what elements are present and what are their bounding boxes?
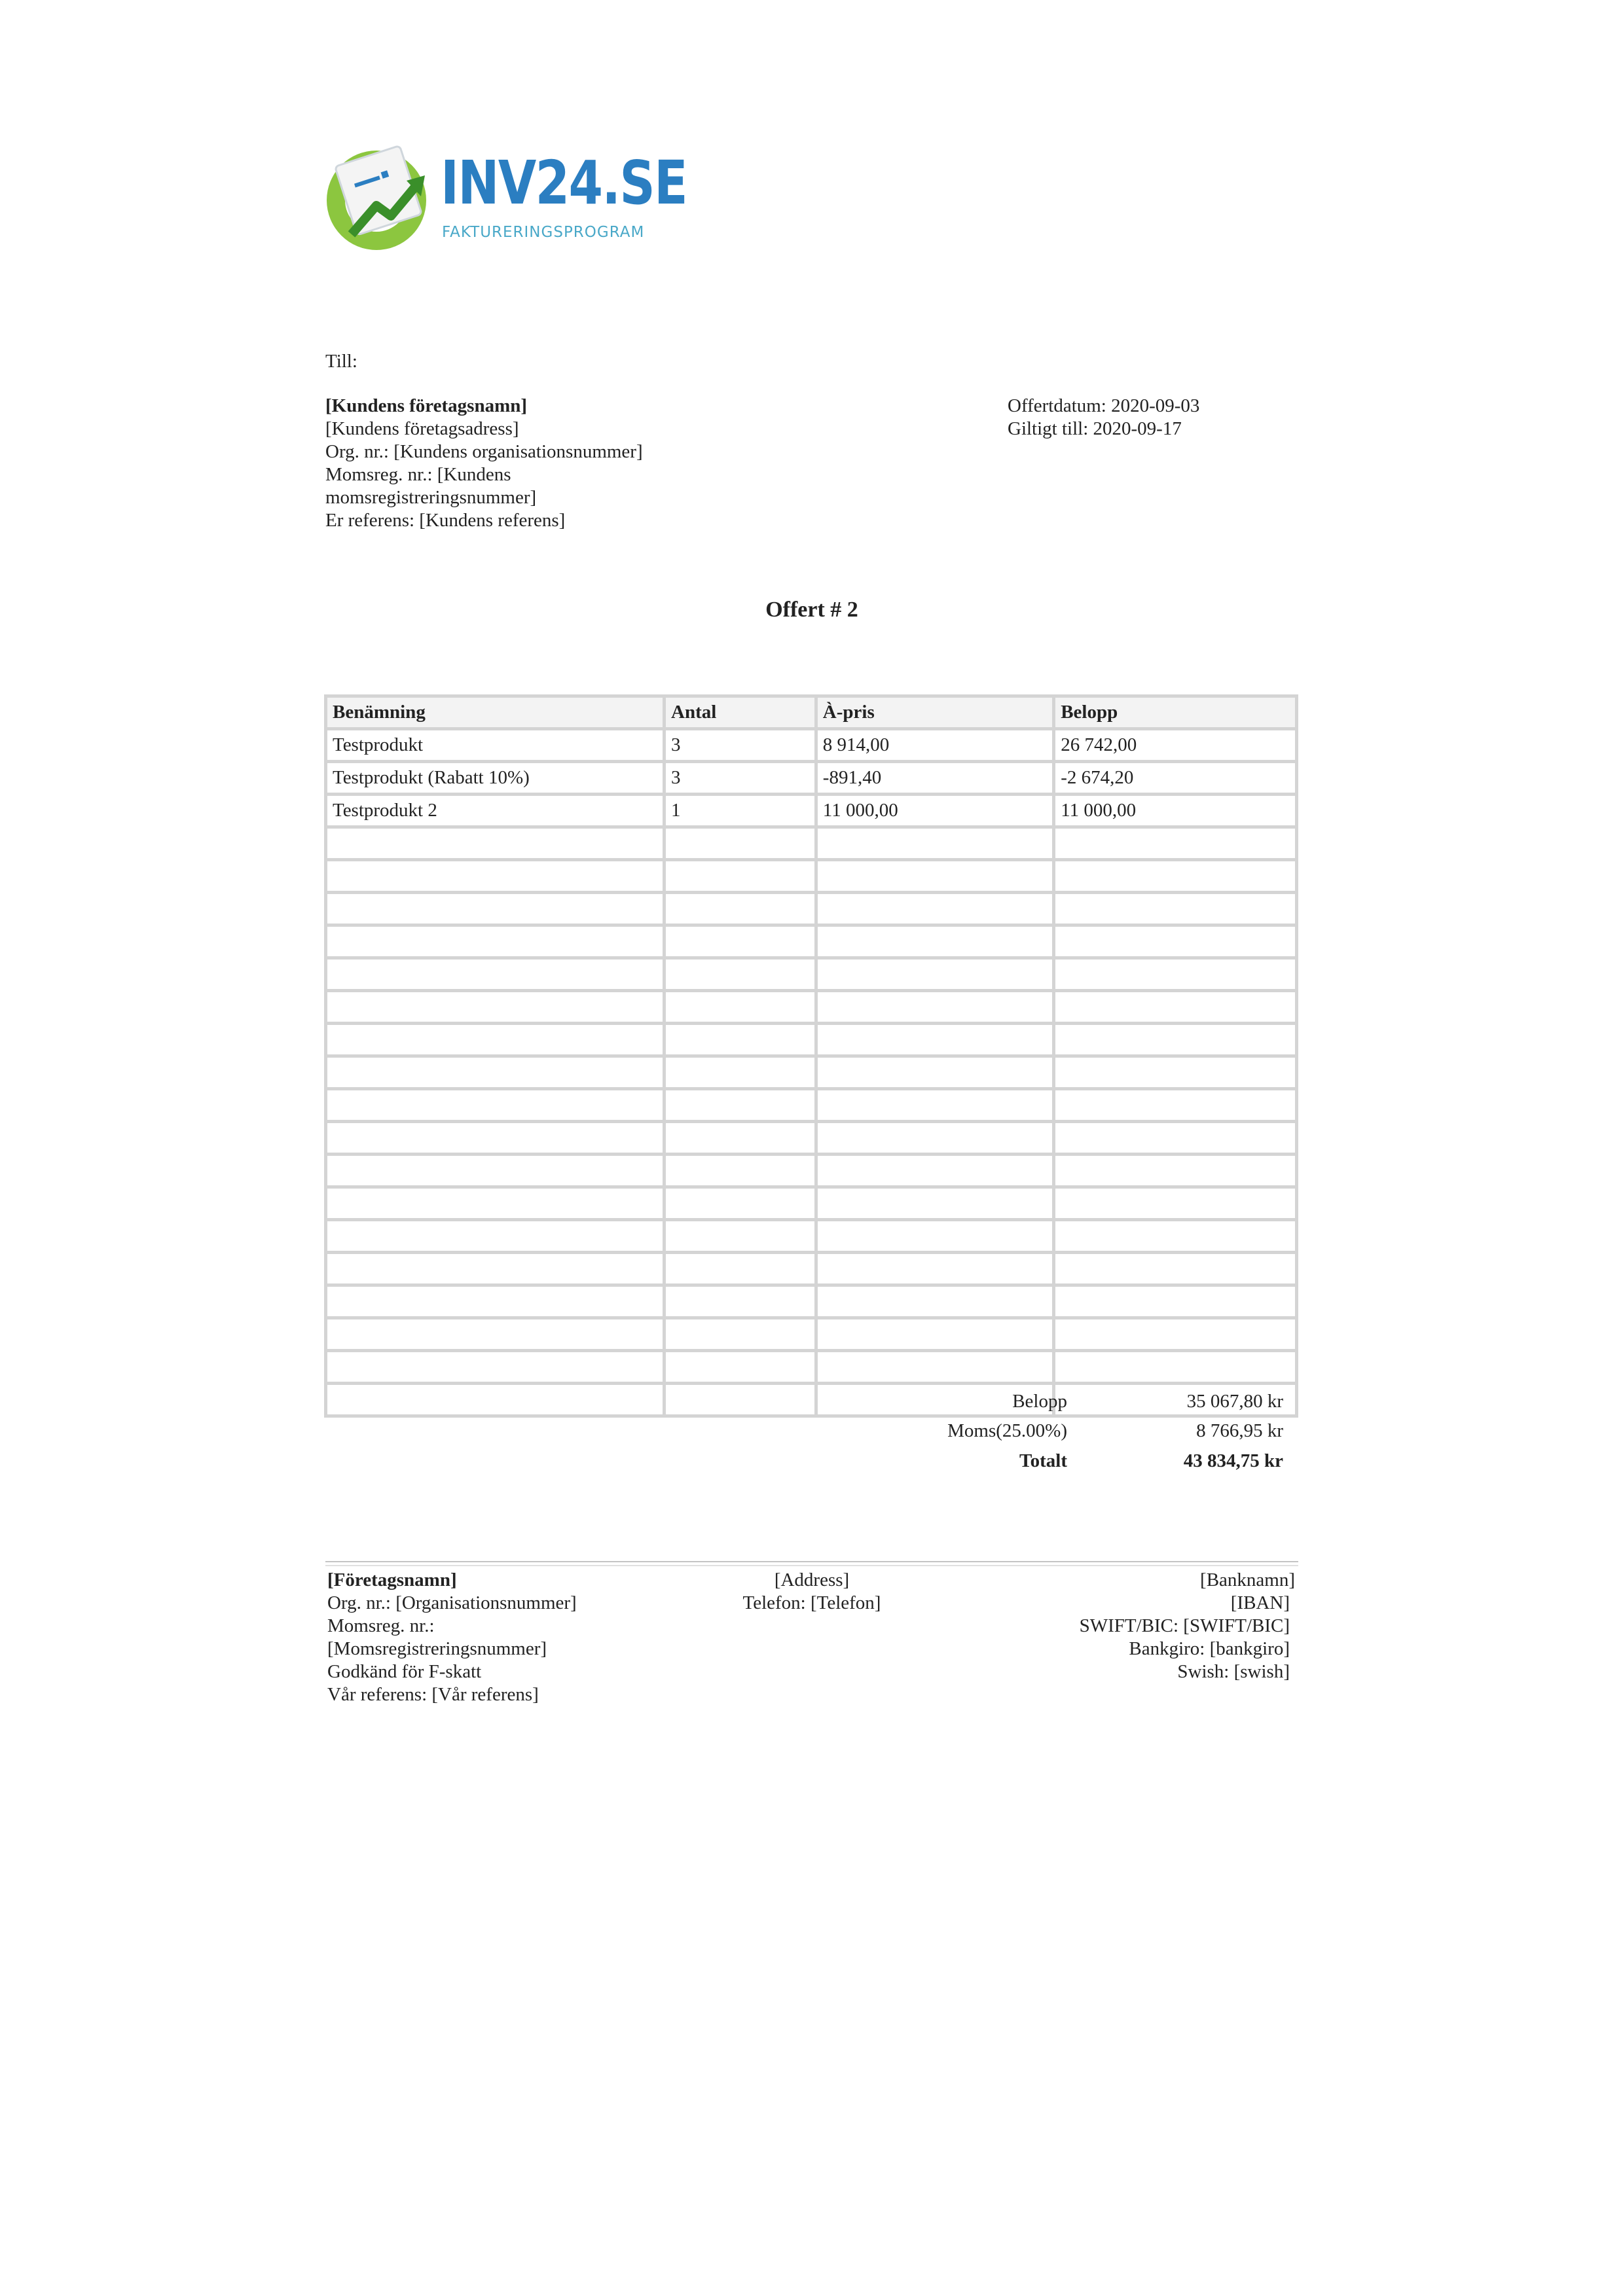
footer-vat-line1: Momsreg. nr.:	[327, 1615, 435, 1636]
table-row	[327, 1221, 1295, 1251]
cell-quantity	[666, 1385, 814, 1414]
cell-unit-price	[818, 1221, 1052, 1251]
cell-description	[327, 861, 663, 891]
table-row	[327, 960, 1295, 989]
brand-name: INV24.SE	[441, 148, 687, 218]
cell-description	[327, 1319, 663, 1349]
cell-amount	[1055, 861, 1295, 891]
cell-amount	[1055, 1221, 1295, 1251]
cell-unit-price	[818, 894, 1052, 924]
cell-unit-price	[818, 861, 1052, 891]
table-row	[327, 1352, 1295, 1382]
cell-description	[327, 1254, 663, 1283]
footer-bank: [Banknamn]	[1200, 1570, 1295, 1590]
table-row	[327, 730, 1295, 760]
cell-description	[327, 1025, 663, 1054]
total-value: 43 834,75 kr	[1183, 1450, 1283, 1471]
cell-unit-price	[818, 829, 1052, 858]
cell-description	[327, 894, 663, 924]
footer-address: [Address]	[774, 1570, 850, 1590]
cell-quantity	[666, 1156, 814, 1185]
column-header-unit-price: À-pris	[818, 698, 1052, 727]
footer-company: [Företagsnamn]	[327, 1570, 457, 1590]
cell-description	[327, 992, 663, 1022]
cell-description	[327, 1221, 663, 1251]
table-row	[327, 861, 1295, 891]
recipient-vat-line2: momsregistreringsnummer]	[325, 487, 537, 508]
cell-amount	[1055, 1090, 1295, 1120]
column-header-quantity: Antal	[666, 698, 814, 727]
cell-quantity	[666, 1254, 814, 1283]
cell-description	[327, 1287, 663, 1316]
cell-quantity	[666, 1319, 814, 1349]
cell-amount	[1055, 1189, 1295, 1218]
cell-amount	[1055, 1025, 1295, 1054]
cell-quantity	[666, 1025, 814, 1054]
cell-quantity	[666, 829, 814, 858]
cell-unit-price	[818, 960, 1052, 989]
cell-unit-price	[818, 1352, 1052, 1382]
offer-date: Offertdatum: 2020-09-03	[1008, 395, 1200, 416]
cell-unit-price	[818, 1025, 1052, 1054]
cell-description: Testprodukt 2	[327, 796, 663, 825]
cell-description	[327, 1189, 663, 1218]
footer-phone: Telefon: [Telefon]	[742, 1592, 881, 1613]
footer-vat-line2: [Momsregistreringsnummer]	[327, 1638, 547, 1659]
cell-amount	[1055, 1287, 1295, 1316]
page-title: Offert # 2	[765, 598, 858, 622]
cell-quantity	[666, 1221, 814, 1251]
cell-amount: 26 742,00	[1055, 730, 1295, 760]
footer-divider	[325, 1561, 1298, 1562]
footer-divider-secondary	[325, 1565, 1298, 1566]
table-row	[327, 829, 1295, 858]
table-row	[327, 894, 1295, 924]
cell-quantity	[666, 1090, 814, 1120]
cell-quantity	[666, 992, 814, 1022]
cell-quantity	[666, 960, 814, 989]
cell-description	[327, 1123, 663, 1153]
cell-quantity	[666, 1189, 814, 1218]
recipient-vat-line1: Momsreg. nr.: [Kundens	[325, 464, 511, 485]
items-table	[324, 694, 1298, 1384]
table-row	[327, 927, 1295, 956]
cell-unit-price: -891,40	[818, 763, 1052, 793]
footer-swift: SWIFT/BIC: [SWIFT/BIC]	[1079, 1615, 1290, 1636]
cell-description	[327, 829, 663, 858]
net-amount-label: Belopp	[1012, 1391, 1067, 1412]
table-row	[327, 1123, 1295, 1153]
vat-value: 8 766,95 kr	[1196, 1420, 1283, 1441]
footer-bankgiro: Bankgiro: [bankgiro]	[1129, 1638, 1290, 1659]
vat-label: Moms(25.00%)	[947, 1420, 1067, 1441]
brand-tagline: FAKTURERINGSPROGRAM	[442, 224, 645, 241]
cell-unit-price	[818, 1156, 1052, 1185]
table-row	[327, 1156, 1295, 1185]
recipient-address: [Kundens företagsadress]	[325, 418, 519, 439]
column-header-amount: Belopp	[1055, 698, 1295, 727]
cell-unit-price	[818, 1287, 1052, 1316]
cell-quantity: 3	[666, 763, 814, 793]
company-logo	[325, 143, 687, 254]
recipient-reference: Er referens: [Kundens referens]	[325, 510, 566, 531]
cell-quantity	[666, 1287, 814, 1316]
cell-unit-price	[818, 992, 1052, 1022]
cell-unit-price	[818, 1189, 1052, 1218]
cell-unit-price: 11 000,00	[818, 796, 1052, 825]
cell-amount	[1055, 894, 1295, 924]
table-row	[327, 1287, 1295, 1316]
footer-org-nr: Org. nr.: [Organisationsnummer]	[327, 1592, 577, 1613]
cell-amount	[1055, 1254, 1295, 1283]
cell-quantity	[666, 1352, 814, 1382]
cell-amount	[1055, 1123, 1295, 1153]
footer-iban: [IBAN]	[1230, 1592, 1290, 1613]
cell-amount	[1055, 927, 1295, 956]
cell-quantity	[666, 861, 814, 891]
cell-amount	[1055, 1319, 1295, 1349]
valid-until: Giltigt till: 2020-09-17	[1008, 418, 1182, 439]
cell-description	[327, 1385, 663, 1414]
cell-amount	[1055, 1058, 1295, 1087]
cell-quantity	[666, 927, 814, 956]
cell-description: Testprodukt (Rabatt 10%)	[327, 763, 663, 793]
cell-quantity	[666, 1058, 814, 1087]
cell-quantity	[666, 894, 814, 924]
cell-amount	[1055, 1156, 1295, 1185]
cell-description	[327, 1156, 663, 1185]
cell-amount	[1055, 1352, 1295, 1382]
cell-description: Testprodukt	[327, 730, 663, 760]
recipient-label: Till:	[325, 351, 357, 372]
cell-quantity: 3	[666, 730, 814, 760]
cell-amount: 11 000,00	[1055, 796, 1295, 825]
cell-description	[327, 1090, 663, 1120]
table-row	[327, 796, 1295, 825]
cell-amount: -2 674,20	[1055, 763, 1295, 793]
cell-unit-price	[818, 927, 1052, 956]
cell-description	[327, 1352, 663, 1382]
cell-quantity	[666, 1123, 814, 1153]
footer-swish: Swish: [swish]	[1177, 1661, 1290, 1682]
cell-unit-price: 8 914,00	[818, 730, 1052, 760]
recipient-org-nr: Org. nr.: [Kundens organisationsnummer]	[325, 441, 643, 462]
column-header-description: Benämning	[327, 698, 663, 727]
cell-amount	[1055, 960, 1295, 989]
table-row	[327, 1058, 1295, 1087]
cell-amount	[1055, 829, 1295, 858]
cell-description	[327, 1058, 663, 1087]
table-row	[327, 992, 1295, 1022]
recipient-company: [Kundens företagsnamn]	[325, 395, 528, 416]
table-row	[327, 1189, 1295, 1218]
table-row	[327, 1090, 1295, 1120]
total-label: Totalt	[1019, 1450, 1067, 1471]
table-row	[327, 763, 1295, 793]
logo-mark-icon	[325, 143, 437, 254]
cell-unit-price	[818, 1090, 1052, 1120]
cell-description	[327, 927, 663, 956]
table-row	[327, 1254, 1295, 1283]
cell-quantity: 1	[666, 796, 814, 825]
cell-unit-price	[818, 1319, 1052, 1349]
footer-reference: Vår referens: [Vår referens]	[327, 1684, 539, 1705]
table-row	[327, 1319, 1295, 1349]
cell-unit-price	[818, 1123, 1052, 1153]
cell-unit-price	[818, 1058, 1052, 1087]
cell-description	[327, 960, 663, 989]
net-amount-value: 35 067,80 kr	[1186, 1391, 1283, 1412]
table-row	[327, 1025, 1295, 1054]
cell-unit-price	[818, 1254, 1052, 1283]
cell-amount	[1055, 992, 1295, 1022]
table-header-row	[327, 698, 1295, 727]
footer-fskatt: Godkänd för F-skatt	[327, 1661, 482, 1682]
